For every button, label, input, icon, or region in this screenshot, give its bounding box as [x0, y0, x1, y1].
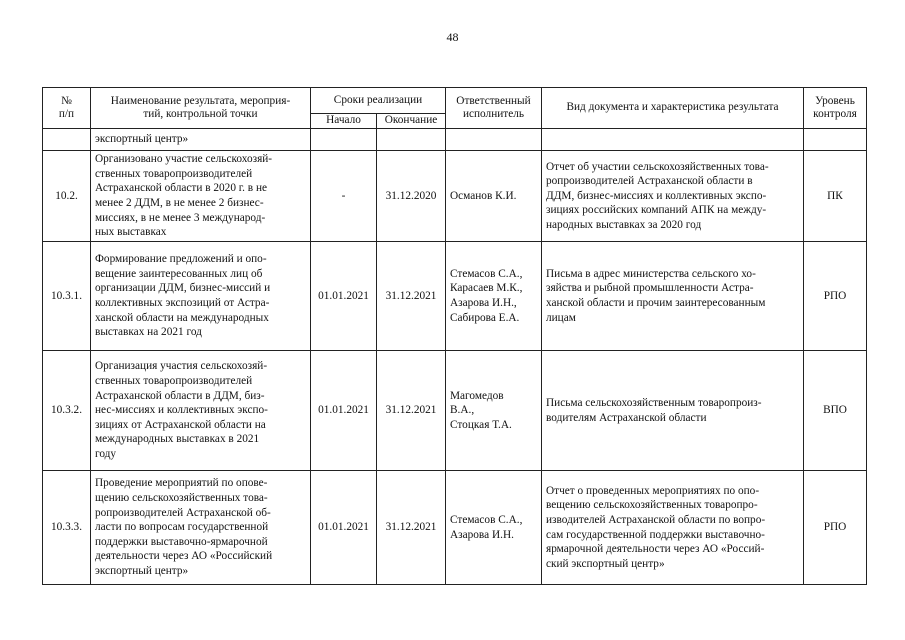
cell-start: 01.01.2021: [311, 351, 377, 471]
cell-num: 10.3.3.: [43, 471, 91, 585]
cell-start: 01.01.2021: [311, 242, 377, 351]
cell-num: [43, 129, 91, 151]
cell-responsible: Стемасов С.А., Азарова И.Н.: [446, 471, 542, 585]
cell-control: [804, 129, 867, 151]
cell-start: -: [311, 151, 377, 242]
cell-control: ПК: [804, 151, 867, 242]
cell-start: [311, 129, 377, 151]
header-start: Начало: [311, 114, 377, 129]
cell-num: 10.3.1.: [43, 242, 91, 351]
header-terms: Сроки реализации: [311, 88, 446, 114]
cell-document: [542, 129, 804, 151]
page-number: 48: [446, 30, 459, 44]
table-row-continuation: [43, 129, 867, 151]
cell-name: Формирование предложений и опо- вещение заинтересованных лиц об организации ДДМ, бизнес-миссий и коллективных экспозиций от Астра- ханской области на международных выставках на 2021 год: [91, 242, 311, 351]
cell-end: [377, 129, 446, 151]
header-num: № п/п: [43, 88, 91, 129]
cell-document: Отчет о проведенных мероприятиях по опо- вещению сельскохозяйственных товаропро- изводителей Астраханской области по вопро- сам государственной поддержки выставочно- ярмарочной деятельности через АО «Россий- ский экспортный центр»: [542, 471, 804, 585]
header-name: Наименование результата, мероприя- тий, контрольной точки: [91, 88, 311, 129]
header-responsible: Ответственный исполнитель: [446, 88, 542, 129]
cell-responsible: Османов К.И.: [446, 151, 542, 242]
cell-name: Организовано участие сельскохозяй- ственных товаропроизводителей Астраханской области в 2020 г. в не менее 2 ДДМ, в не менее 2 бизнес- миссиях, в не менее 3 международ- ных выставках: [91, 151, 311, 242]
header-control: Уровень контроля: [804, 88, 867, 129]
cell-responsible: Магомедов В.А., Стоцкая Т.А.: [446, 351, 542, 471]
cell-name: Проведение мероприятий по опове- щению сельскохозяйственных това- ропроизводителей Астраханской об- ласти по вопросам государственной поддержки выставочно-ярмарочной деятельности через АО «Российский экспортный центр»: [91, 471, 311, 585]
table-row: [43, 151, 867, 242]
cell-responsible: Стемасов С.А., Карасаев М.К., Азарова И.Н., Сабирова Е.А.: [446, 242, 542, 351]
cell-name: Организация участия сельскохозяй- ственных товаропроизводителей Астраханской области в ДДМ, биз- нес-миссиях и коллективных экспо- зициях от Астраханской области на международных выставках в 2021 году: [91, 351, 311, 471]
header-document: Вид документа и характеристика результата: [542, 88, 804, 129]
cell-document: Письма в адрес министерства сельского хо- зяйства и рыбной промышленности Астра- ханской области и прочим заинтересованным лицам: [542, 242, 804, 351]
table-row: [43, 471, 867, 585]
cell-end: 31.12.2020: [377, 151, 446, 242]
cell-num: 10.2.: [43, 151, 91, 242]
header-end: Окончание: [377, 114, 446, 129]
cell-control: ВПО: [804, 351, 867, 471]
plan-table: [42, 87, 867, 585]
cell-document: Отчет об участии сельскохозяйственных това- ропроизводителей Астраханской области в ДДМ, бизнес-миссиях и коллективных экспо- зициях российских компаний АПК на между- народных выставках за 2020 год: [542, 151, 804, 242]
cell-start: 01.01.2021: [311, 471, 377, 585]
cell-control: РПО: [804, 242, 867, 351]
cell-responsible: [446, 129, 542, 151]
cell-num: 10.3.2.: [43, 351, 91, 471]
cell-name: экспортный центр»: [91, 129, 311, 151]
cell-end: 31.12.2021: [377, 351, 446, 471]
cell-control: РПО: [804, 471, 867, 585]
cell-end: 31.12.2021: [377, 242, 446, 351]
cell-document: Письма сельскохозяйственным товаропроиз- водителям Астраханской области: [542, 351, 804, 471]
table-row: [43, 242, 867, 351]
cell-end: 31.12.2021: [377, 471, 446, 585]
table-row: [43, 351, 867, 471]
